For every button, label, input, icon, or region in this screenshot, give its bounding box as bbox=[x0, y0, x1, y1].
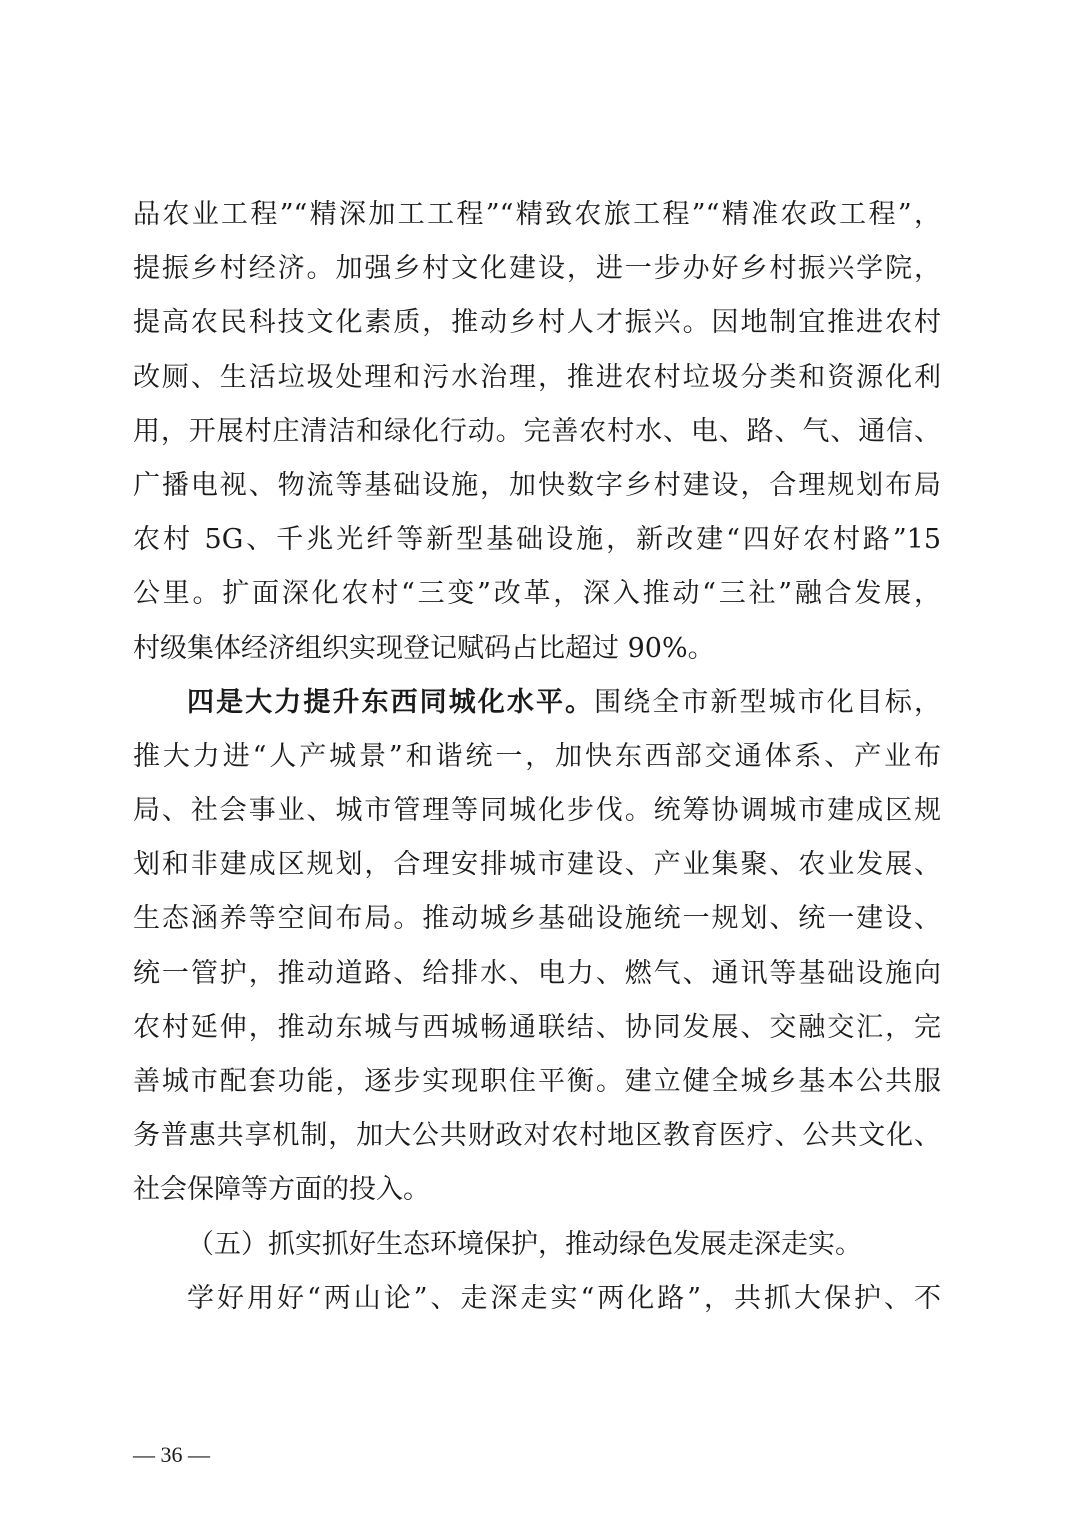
body-line: 用，开展村庄清洁和绿化行动。完善农村水、电、路、气、通信、 bbox=[133, 415, 941, 447]
body-line: 农村延伸，推动东城与西城畅通联结、协同发展、交融交汇，完 bbox=[133, 1011, 941, 1043]
body-line: 局、社会事业、城市管理等同城化步伐。统筹协调城市建成区规 bbox=[133, 795, 941, 827]
section-5-heading: （五）抓实抓好生态环境保护，推动绿色发展走深走实。 bbox=[187, 1228, 862, 1260]
body-line: 提振乡村经济。加强乡村文化建设，进一步办好乡村振兴学院， bbox=[133, 253, 941, 285]
body-line: 提高农民科技文化素质，推动乡村人才振兴。因地制宜推进农村 bbox=[133, 307, 941, 339]
body-line: 划和非建成区规划，合理安排城市建设、产业集聚、农业发展、 bbox=[133, 849, 941, 881]
body-line: 善城市配套功能，逐步实现职住平衡。建立健全城乡基本公共服 bbox=[133, 1066, 941, 1097]
section-4-heading: 四是大力提升东西同城化水平。 bbox=[187, 686, 595, 718]
section-4-first-line-text: 围绕全市新型城市化目标， bbox=[594, 686, 941, 718]
section-4-first-line bbox=[133, 676, 941, 730]
body-line: 村级集体经济组织实现登记赋码占比超过 90%。 bbox=[133, 632, 715, 664]
body-line: 品农业工程”“精深加工工程”“精致农旅工程”“精准农政工程”， bbox=[133, 199, 941, 230]
body-line: 务普惠共享机制，加大公共财政对农村地区教育医疗、公共文化、 bbox=[133, 1120, 941, 1152]
body-line: 生态涵养等空间布局。推动城乡基础设施统一规划、统一建设、 bbox=[133, 903, 941, 935]
section-5-first-line: 学好用好“两山论”、走深走实“两化路”，共抓大保护、不 bbox=[187, 1282, 941, 1314]
body-line: 农村 5G、千兆光纤等新型基础设施，新改建“四好农村路”15 bbox=[133, 524, 941, 556]
body-line: 推大力进“人产城景”和谐统一，加快东西部交通体系、产业布 bbox=[133, 740, 941, 772]
body-line: 社会保障等方面的投入。 bbox=[133, 1174, 430, 1206]
body-line: 广播电视、物流等基础设施，加快数字乡村建设，合理规划布局 bbox=[133, 469, 941, 501]
body-line: 改厕、生活垃圾处理和污水治理，推进农村垃圾分类和资源化利 bbox=[133, 361, 941, 393]
body-line: 公里。扩面深化农村“三变”改革，深入推动“三社”融合发展， bbox=[133, 578, 941, 610]
body-line: 统一管护，推动道路、给排水、电力、燃气、通讯等基础设施向 bbox=[133, 957, 941, 989]
document-body bbox=[133, 188, 941, 1326]
page-number: — 36 — bbox=[133, 1442, 210, 1467]
